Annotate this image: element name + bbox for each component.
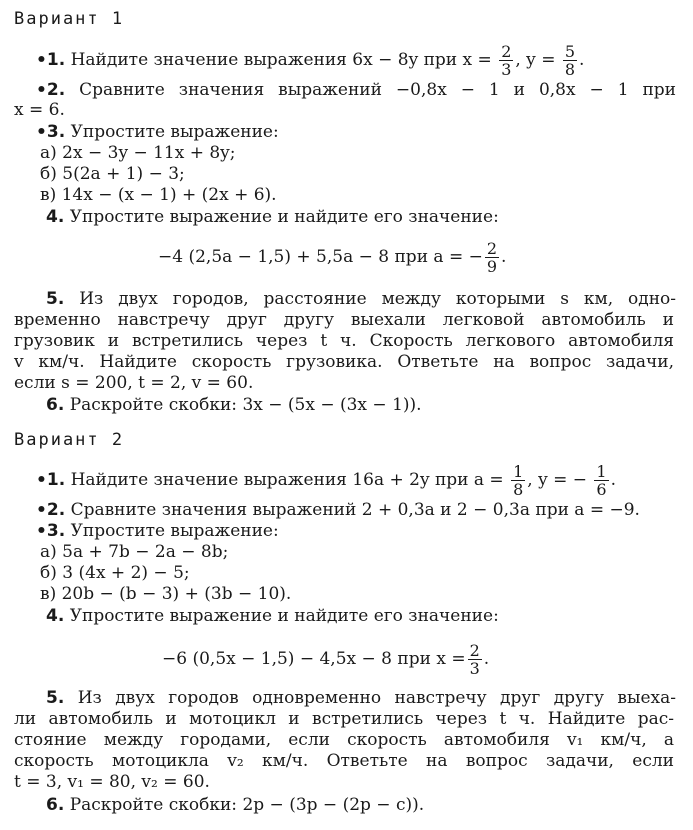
fraction-y: $\frac{5}{8}$: [564, 42, 576, 79]
v2-task-4: 4. Упростите выражение и найдите его значение:: [46, 606, 499, 626]
v1-task-3: •3. Упростите выражение:: [36, 122, 279, 142]
v1-task-1: •1. Найдите значение выражения 6x − 8y при x = $\frac{2}{3}$ , y = $\frac{5}{8}$ .: [36, 42, 585, 79]
v2-task-3b: б) 3 (4x + 2) − 5;: [40, 563, 190, 583]
v1-task-6: 6. Раскройте скобки: 3x − (5x − (3x − 1)).: [46, 395, 422, 415]
fraction-a: $\frac{1}{8}$: [513, 462, 524, 499]
v2-task-5-line3: стояние между городами, если скорость автомобиля v₁ км/ч, а: [14, 730, 674, 750]
fraction-a: $\frac{2}{9}$: [486, 239, 498, 276]
v1-task-2: •2. Сравните значения выражений −0,8x − 1 и 0,8x − 1 при: [36, 80, 677, 100]
variant-1-heading: Вариант 1: [14, 9, 125, 29]
v2-task-3c: в) 20b − (b − 3) + (3b − 10).: [40, 584, 292, 604]
task-number: 1.: [46, 50, 66, 70]
v1-task-5-line3: грузовик и встретились через t ч. Скорость легкового автомобиля: [14, 331, 674, 351]
v1-task-4: 4. Упростите выражение и найдите его значение:: [46, 207, 499, 227]
bullet: •: [36, 50, 47, 70]
v2-task-4-expression: −6 (0,5x − 1,5) − 4,5x − 8 при x = $\frac{2}{3}$ .: [162, 641, 490, 678]
task-text: Найдите значение выражения 16a + 2y при a =: [70, 470, 504, 490]
v2-task-5-line4: скорость мотоцикла v₂ км/ч. Ответьте на вопрос задачи, если: [14, 751, 674, 771]
v1-task-5-line5: если s = 200, t = 2, v = 60.: [14, 373, 254, 393]
v1-task-5: 5. Из двух городов, расстояние между которыми s км, одно-: [46, 289, 677, 309]
v1-task-3c: в) 14x − (x − 1) + (2x + 6).: [40, 185, 277, 205]
v2-task-6: 6. Раскройте скобки: 2p − (3p − (2p − c)).: [46, 795, 425, 815]
v2-task-3: •3. Упростите выражение:: [36, 521, 279, 541]
v2-task-3a: а) 5a + 7b − 2a − 8b;: [40, 542, 229, 562]
v1-task-5-line4: v км/ч. Найдите скорость грузовика. Ответьте на вопрос задачи,: [14, 352, 674, 372]
v1-task-5-line2: временно навстречу друг другу выехали легковой автомобиль и: [14, 310, 674, 330]
fraction-x: $\frac{2}{3}$: [501, 42, 512, 79]
v1-task-3b: б) 5(2a + 1) − 3;: [40, 164, 185, 184]
v2-task-2: •2. Сравните значения выражений 2 + 0,3a и 2 − 0,3a при a = −9.: [36, 500, 640, 520]
v1-task-3a: а) 2x − 3y − 11x + 8y;: [40, 143, 236, 163]
v2-task-5-line5: t = 3, v₁ = 80, v₂ = 60.: [14, 772, 210, 792]
v2-task-1: •1. Найдите значение выражения 16a + 2y при a = $\frac{1}{8}$ , y = − $\frac{1}{6}$ .: [36, 462, 616, 499]
v1-task-4-expression: −4 (2,5a − 1,5) + 5,5a − 8 при a = − $\frac{2}{9}$ .: [158, 239, 507, 276]
task-text: Найдите значение выражения 6x − 8y при x =: [70, 50, 492, 70]
v2-task-5-line2: ли автомобиль и мотоцикл и встретились через t ч. Найдите рас-: [14, 709, 674, 729]
variant-2-heading: Вариант 2: [14, 430, 125, 450]
v1-task-2-line2: x = 6.: [14, 100, 65, 120]
v2-task-5: 5. Из двух городов одновременно навстречу друг другу выеха-: [46, 688, 677, 708]
fraction-y: $\frac{1}{6}$: [596, 462, 607, 499]
task-text: Сравните значения выражений −0,8x − 1 и 0,8x − 1 при: [79, 80, 677, 100]
fraction-x: $\frac{2}{3}$: [469, 641, 480, 678]
